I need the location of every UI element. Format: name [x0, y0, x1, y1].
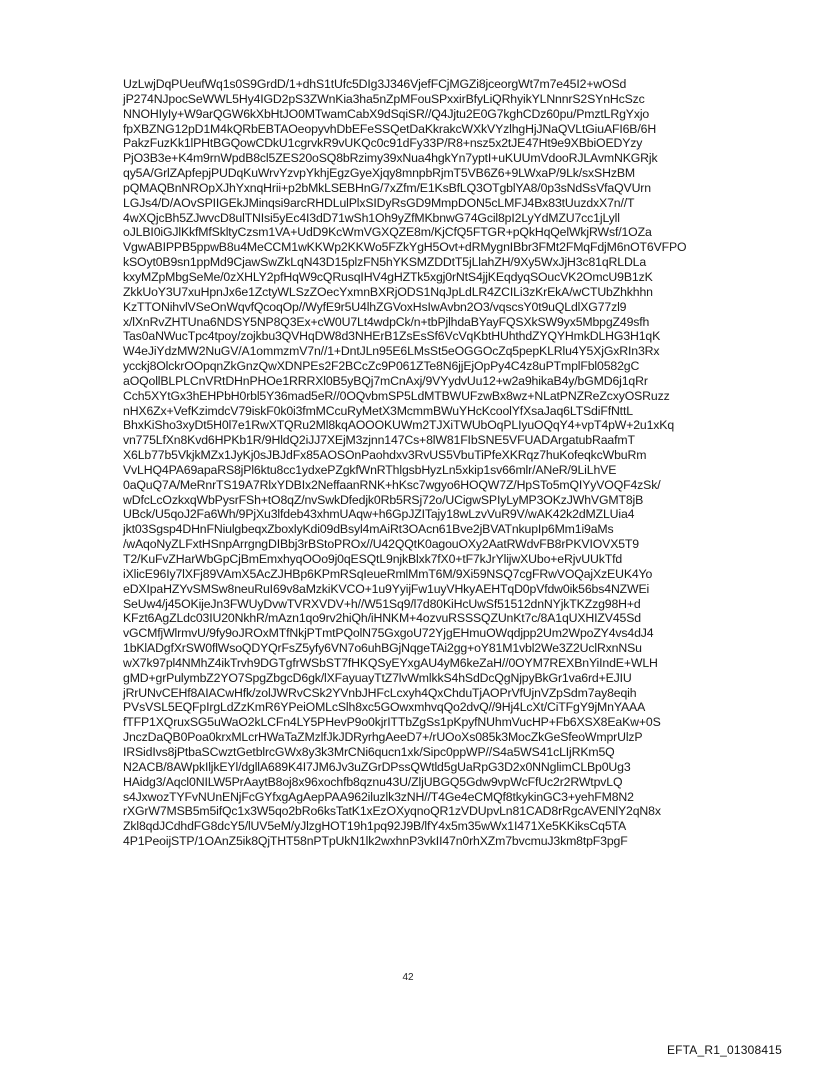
text-line: vn775LfXn8Kvd6HPKb1R/9HldQ2iJJ7XEjM3zjnn147Cs+8lW81FIbSNE5VFUADArgatubRaafmT: [123, 433, 635, 448]
text-line: aOQollBLPLCnVRtDHnPHOe1RRRXl0B5yBQj7mCnAxj/9VYydvUu12+w2a9hikaB4y/bGMD6j1qRr: [123, 373, 648, 388]
text-line: Zkl8qdJCdhdFG8dcY5/lUV5eM/yJlzgHOT19h1pq92J9B/lfY4x5m35wWx1I471Xe5KKiksCq5TA: [123, 819, 627, 834]
text-line: IRSidIvs8jPtbaSCwztGetblrcGWx8y3k3MrCNi6qucn1xk/Sipc0ppWP//S4a5WS41cLIjRKm5Q: [123, 744, 615, 759]
text-line: fpXBZNG12pD1M4kQRbEBTAOeopyvhDbEFeSSQetDaKkrakcWXkVYzlhgHjJNaQVLtGiuAFI6B/6H: [123, 121, 657, 136]
text-line: W4eJiYdzMW2NuGV/A1ommzmV7n//1+DntJLn95E6LMsSt5eOGGOcZq5pepKLRlu4Y5XjGxRIn3Rx: [123, 344, 660, 359]
text-line: BhxKiSho3xyDt5H0l7e1RwXTQRu2Ml8kqAOOOKUWm2TJXiTWUbOqPLIyuOQqY4+vpT4pW+2u1xKq: [123, 418, 675, 433]
text-line: PakzFuzKk1lPHtBGQowCDkU1cgrvkR9vUKQc0c91dFy33P/R8+nsz5x2tJE47Ht9e9XBbiOEDYzy: [123, 136, 643, 151]
text-line: eDXIpaHZYvSMSw8neuRuI69v8aMzkiKVCO+1u9YyijFw1uyVHkyAEHTqD0pVfdw0ik56bs4NZWEi: [123, 581, 650, 596]
text-line: kSOyt0B9sn1ppMd9CjawSwZkLqN43D15plzFN5hYKSMZDDtT5jLlahZH/9Xy5WxJjH3c81qRLDLa: [123, 255, 647, 270]
text-line: Tas0aNWucTpc4tpoy/zojkbu3QVHqDW8d3NHErB1ZsEsSf6VcVqKbtHUhthdZYQYHmkDLHG3H1qK: [123, 329, 661, 344]
encoded-text-block: [123, 77, 723, 849]
text-line: oJLBI0iGJlKkfMfSkltyCzsm1VA+UdD9KcWmVGXQZE8m/KjCfQ5FTGR+pQkHqQelWkjRWsf/1OZa: [123, 225, 652, 240]
page-number: 42: [402, 972, 414, 983]
text-line: jRrUNvCEHf8AIACwHfk/zolJWRvCSk2YVnbJHFcLcxyh4QxChduTjAOPrVfUjnVZpSdm7ay8eqih: [123, 685, 637, 700]
text-line: ZkkUoY3U7xuHpnJx6e1ZctyWLSzZOecYxmnBXRjODS1NqJpLdLR4ZCILi3zKrEkA/wCTUbZhkhhn: [123, 284, 653, 299]
document-id: EFTA_R1_01308415: [666, 1043, 782, 1057]
text-line: 1bKlADgfXrSW0flWsoQDYQrFsZ5yfy6VN7o6uhBGjNqgeTAi2gg+oY81M1vbl2We3Z2UclRxnNSu: [123, 641, 642, 656]
text-line: VvLHQ4PA69apaRS8jPl6ktu8cc1ydxePZgkfWnRThlgsbHyzLn5xkip1sv66mlr/ANeR/9LiLhVE: [123, 462, 617, 477]
text-line: fTFP1XQruxSG5uWaO2kLCFn4LY5PHevP9o0kjrITTbZgSs1pKpyfNUhmVucHP+Fb6XSX8EaKw+0S: [123, 715, 661, 730]
text-line: NNOHIyIy+W9arQGW6kXbHtJO0MTwamCabX9dSqiSR//Q4Jjtu2E0G7kghCDz60pu/PmztLRgYxjo: [123, 106, 650, 121]
text-line: nHX6Zx+VefKzimdcV79iskF0k0i3fmMCcuRyMetX3McmmBWuYHcKcoolYfXsaJaq6LTSdiFfNttL: [123, 403, 633, 418]
text-line: qy5A/GrlZApfepjPUDqKuWrvYzvpYkhjEgzGyeXjqy8mnpbRjmT5VB6Z6+9LWxaP/9Lk/sxSHzBM: [123, 166, 635, 181]
text-line: x/lXnRvZHTUna6NDSY5NP8Q3Ex+cW0U7Lt4wdpCk/n+tbPjlhdaBYayFQSXkSW9yx5MbpgZ49sfh: [123, 314, 650, 329]
text-line: pQMAQBnNROpXJhYxnqHrii+p2bMkLSEBHnG/7xZfm/E1KsBfLQ3OTgblYA8/0p3sNdSsVfaQVUrn: [123, 180, 651, 195]
text-line: jP274NJpocSeWWL5Hy4IGD2pS3ZWnKia3ha5nZpMFouSPxxirBfyLiQRhyikYLNnnrS2SYnHcSzc: [123, 91, 645, 106]
text-line: PVsVSL5EQFpIrgLdZzKmR6YPeiOMLcSlh8xc5GOwxmhvqQo2dvQ//9Hj4LcXt/CiTFgY9jMnYAAA: [123, 700, 646, 715]
text-line: UzLwjDqPUeufWq1s0S9GrdD/1+dhS1tUfc5DIg3J346VjefFCjMGZi8jceorgWt7m7e45I2+wOSd: [123, 77, 627, 91]
text-line: rXGrW7MSB5m5ifQc1x3W5qo2bRo6ksTatK1xEzOXyqnoQR1zVDUpvLn81CAD8rRgcAVENlY2qN8x: [123, 804, 661, 819]
text-line: ycckj8OlckrOOpqnZkGnzQwXDNPEs2F2BCcZc9P061ZTe8N6jjEjOpPy4C4z8uPTmplFbl0582gC: [123, 359, 640, 374]
text-line: JnczDaQB0Poa0krxMLcrHWaTaZMzlfJkJDRyrhgAeeD7+/rUOoXs085k3MocZkGeSfeoWmprUlzP: [123, 730, 643, 745]
text-line: wX7k97pl4NMhZ4ikTrvh9DGTgfrWSbST7fHKQSyEYxgAU4yM6keZaH//0OYM7REXBnYiIndE+WLH: [123, 655, 658, 670]
text-line: HAidg3/Aqcl0NILW5PrAaytB8oj8x96xochfb8qznu43U/ZljUBGQ5Gdw9vpWcFfUc2r2RWtpvLQ: [123, 774, 623, 789]
text-line: 0aQuQ7A/MeRnrTS19A7RlxYDBIx2NeffaanRNK+hKsc7wgyo6HOQW7Z/HpSTo5mQIYyVOQF4zSk/: [123, 477, 661, 492]
text-line: jkt03Sgsp4DHnFNiulgbeqxZboxlyKdi09dBsyl4mAiRt3OAcn61Bve2jBVATnkupIp6Mm1i9aMs: [123, 522, 614, 537]
text-line: /wAqoNyZLFxtHSnpArrgngDIBbj3rBStoPROx//U42QQtK0agouOXy2AatRWdvFB8rPKVIOVX5T9: [123, 537, 639, 552]
text-line: iXlicE96Iy7lXFj89VAmX5AcZJHBp6KPmRSqIeueRmlMmT6M/9Xi59NSQ7cgFRwVOQajXzEUK4Yo: [123, 566, 653, 581]
text-line: 4wXQjcBh5ZJwvcD8ulTNIsi5yEc4I3dD71wSh1Oh9yZfMKbnwG74Gcil8pI2LyYdMZU7cc1jLyll: [123, 210, 620, 225]
text-line: PjO3B3e+K4m9rnWpdB8cl5ZES20oSQ8bRzimy39xNua4hgkYn7yptI+uKUUmVdooRJLAvmNKGRjk: [123, 151, 658, 166]
text-line: KFzt6AgZLdc03IU20NkhR/mAzn1qo9rv2hiQh/iHNKM+4ozvuRSSSQZUnKt7c/8A1qUXHIZV45Sd: [123, 611, 641, 626]
text-line: SeUw4/j45OKijeJn3FWUyDvwTVRXVDV+h//W51Sq9/l7d80KiHcUwSf51512dnNYjkTKZzg98H+d: [123, 596, 641, 611]
text-line: X6Lb77b5VkjkMZx1JyKj0sJBJdFx85AOSOnPaohdxv3RvUS5VbuTiPfeXKRqz7huKofeqkcWbuRm: [123, 448, 647, 463]
text-line: LGJs4/D/AOvSPIIGEkJMinqsi9arcRHDLulPlxSIDyRsGD9MmpDON5cLMFJ4Bx83tUuzdxX7n//T: [123, 195, 635, 210]
text-line: KzTTONihvlVSeOnWqvfQcoqOp//WyfE9r5U4lhZGVoxHsIwAvbn2O3/vqscsY0t9uQLdlXG77zl9: [123, 299, 627, 314]
text-line: VgwABIPPB5ppwB8u4MeCCM1wKKWp2KKWo5FZkYgH5Ovt+dRMygnIBbr3FMt2FMqFdjM6nOT6VFPO: [123, 240, 687, 255]
text-line: vGCMfjWlrmvU/9fy9oJROxMTfNkjPTmtPQolN75GxgoU72YjgEHmuOWqdjpp2Um2WpoZY4vs4dJ4: [123, 626, 654, 641]
text-line: gMD+grPulymbZ2YO7SpgZbgcD6gk/lXFayuayTtZ7lvWmlkkS4hSdDcQgNjpyBkGr1va6rd+EJIU: [123, 670, 632, 685]
text-line: 4P1PeoijSTP/1OAnZ5ik8QjTHT58nPTpUkN1lk2wxhnP3vkII47n0rhXZm7bvcmuJ3km8tpF3pgF: [123, 834, 628, 849]
text-line: Cch5XYtGx3hEHPbH0rbl5Y36mad5eR//0OQvbmSP5LdMTBWUFzwBx8wz+NLatPNZReZcxyOSRuzz: [123, 388, 670, 403]
text-line: T2/KuFvZHarWbGpCjBmEmxhyqOOo9j0qESQtL9njkBlxk7fX0+tF7kJrYlijwXUbo+eRjvUUkTfd: [123, 552, 623, 566]
text-line: s4JxwozTYFvNUnENjFcGYfxgAgAepPAA962iluzlk3zNH//T4Ge4eCMQf8tkykinGC3+yehFM8N2: [123, 789, 634, 804]
text-line: kxyMZpMbgSeMe/0zXHLY2pfHqW9cQRusqIHV4gHZTk5xgj0rNtS4jjKEqdyqSOucVK2OmcU9B1zK: [123, 269, 653, 284]
text-line: N2ACB/8AWpkIljkEYl/dgllA689K4I7JM6Jv3uZGrDPssQWtld5gUaRpG3D2x0NNglimCLBp0Ug3: [123, 759, 631, 774]
text-line: UBck/U5qoJ2Fa6Wh/9PjXu3lfdeb43xhmUAqw+h6GpJZITajy18wLzvVuR9V/wAK42k2dMZLUia4: [123, 507, 635, 522]
text-line: wDfcLcOzkxqWbPysrFSh+tO8qZ/nvSwkDfedjk0Rb5RSj72o/UCigwSPIyLyMP3OKzJWhVGMT8jB: [123, 492, 644, 507]
